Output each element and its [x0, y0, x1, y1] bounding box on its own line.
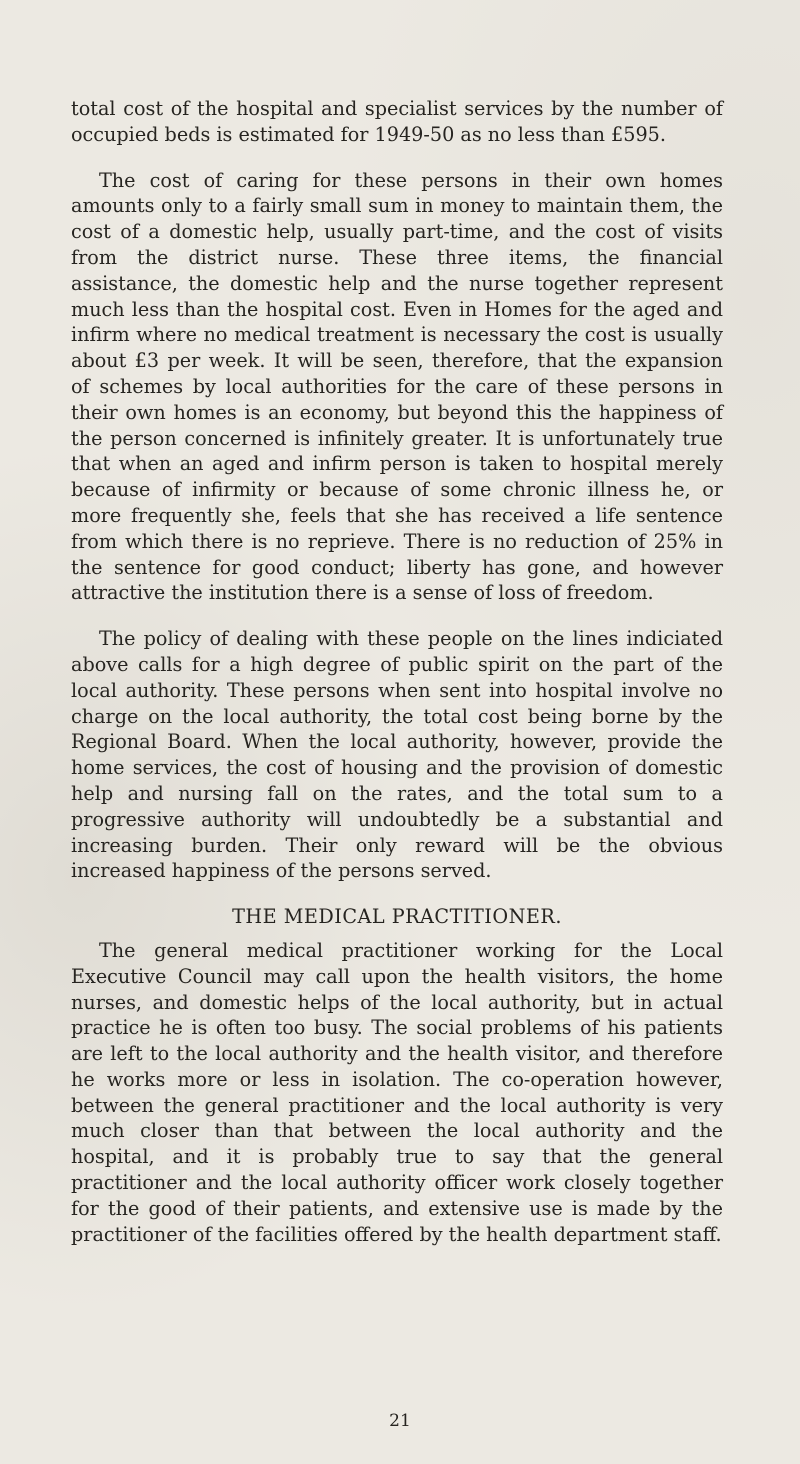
paragraph-home-care-cost: The cost of caring for these persons in their own homes amounts only to a fairly small sum in money to maintain them, the cost of a domestic help, usually part-time, and the cost of visits from the district nurse. These three items, the financial assistance, the domestic help and the nurse together represent much less than the hospital cost. Even in Homes for the aged and infirm where no medical treatment is necessary the cost is usually about £3 per week. It will be seen, therefore, that the expansion of schemes by local authorities for the care of these persons in their own homes is an economy, but beyond this the happiness of the person concerned is infinitely greater. It is unfortunately true that when an aged and infirm person is taken to hospital merely because of infirmity or because of some chronic illness he, or more frequently she, feels that she has received a life sentence from which there is no reprieve. There is no reduction of 25% in the sentence for good conduct; liberty has gone, and however attractive the institution there is a sense of loss of freedom. [71, 168, 723, 605]
paragraph-local-authority-policy: The policy of dealing with these people on the lines indiciated above calls for a high degree of public spirit on the part of the local authority. These persons when sent into hospital involve no charge on the local authority, the total cost being borne by the Regional Board. When the local authority, however, provide the home services, the cost of housing and the provision of domestic help and nursing fall on the rates, and the total sum to a progressive authority will undoubtedly be a substantial and increasing burden. Their only reward will be the obvious increased happiness of the persons served. [71, 627, 723, 883]
paragraph-general-practitioner: The general medical practitioner working for the Local Executive Council may call upon the health visitors, the home nurses, and domestic helps of the local authority, but in actual practice he is often too busy. The social problems of his patients are left to the local authority and the health visitor, and therefore he works more or less in isolation. The co-operation however, between the general practitioner and the local authority is very much closer than that between the local authority and the hospital, and it is probably true to say that the general practitioner and the local authority officer work closely together for the good of their patients, and extensive use is made by the practitioner of the facilities offered by the health department staff. [71, 938, 723, 1246]
section-heading: THE MEDICAL PRACTITIONER. [232, 905, 562, 929]
page-number: 21 [389, 1411, 411, 1431]
body-text [71, 96, 723, 1247]
paragraph-hospital-cost-continuation: total cost of the hospital and specialist services by the number of occupied beds is estimated for 1949-50 as no less than £595. [71, 97, 723, 146]
